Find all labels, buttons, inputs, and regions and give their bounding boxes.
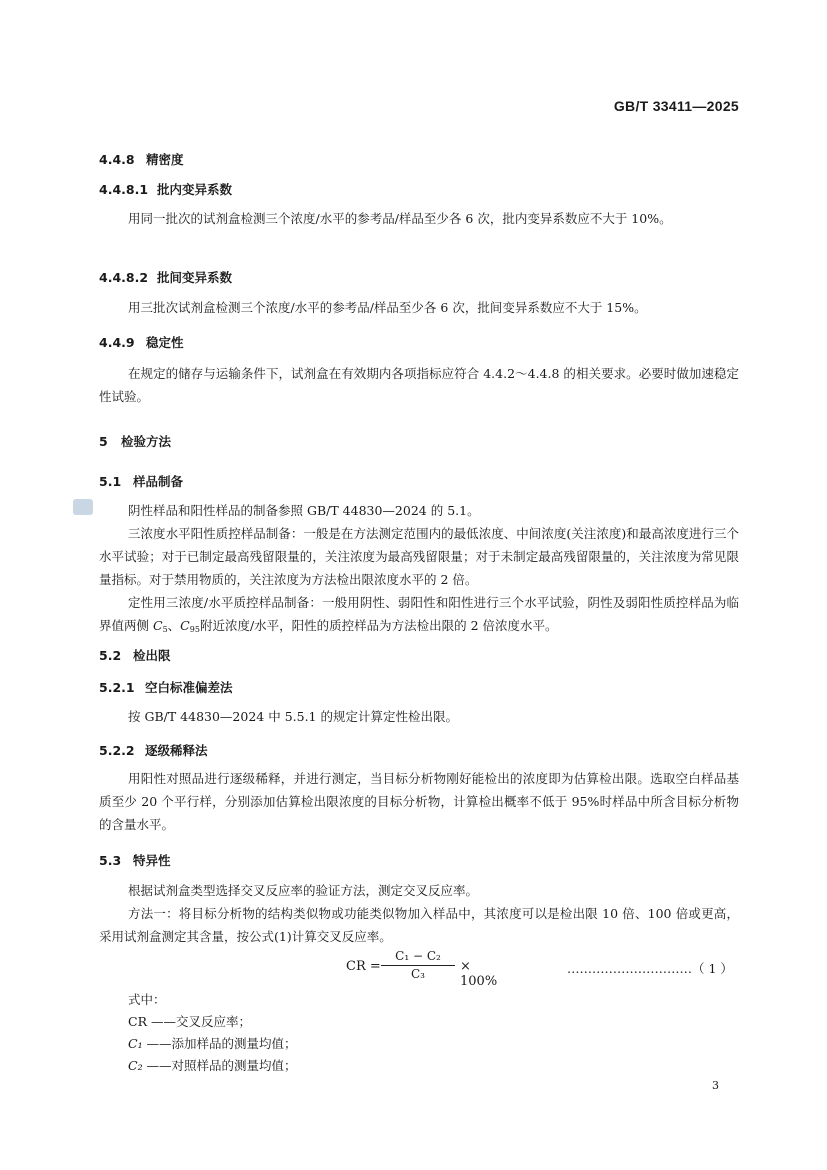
definition-c2 (128, 1056, 297, 1074)
heading-4-4-8-1 (99, 180, 232, 198)
definition-text: ——添加样品的测量均值； (142, 1036, 297, 1051)
heading-5-1 (99, 472, 183, 490)
paragraph-5-2-2: 用阳性对照品进行逐级稀释，并进行测定，当目标分析物刚好能检出的浓度即为估算检出限。选取空白样品基质至少 20 个平行样，分别添加估算检出限浓度的目标分析物，计算检出概率不低于 95%时样品中所含目标分析物的含量水平。 (99, 771, 739, 832)
definition-symbol: CR (128, 1014, 147, 1029)
formula-1 (346, 948, 496, 988)
paragraph-text: 附近浓度/水平，阳性的质控样品为方法检出限的 2 倍浓度水平。 (199, 618, 558, 633)
c-symbol: C (180, 618, 190, 633)
separator: 、 (167, 618, 181, 633)
where-label: 式中： (128, 992, 166, 1007)
standard-code: GB/T 33411—2025 (613, 98, 739, 114)
heading-number: 5.1 (99, 474, 122, 489)
heading-title: 检验方法 (121, 434, 172, 449)
paragraph-5-1-a: 阴性样品和阳性样品的制备参照 GB/T 44830—2024 的 5.1。 (128, 503, 480, 518)
equation-number: …………………………（ 1 ） (567, 961, 733, 976)
heading-number: 4.4.8 (99, 152, 135, 167)
page-number: 3 (712, 1079, 719, 1092)
paragraph-5-2-1: 按 GB/T 44830—2024 中 5.5.1 的规定计算定性检出限。 (128, 709, 458, 724)
heading-title: 样品制备 (133, 474, 184, 489)
heading-number: 5.3 (99, 853, 122, 868)
c-symbol: C (152, 618, 163, 633)
definition-text: ——交叉反应率； (146, 1014, 251, 1029)
heading-number: 4.4.8.1 (99, 182, 149, 197)
heading-number: 5.2.1 (99, 680, 135, 695)
heading-title: 精密度 (146, 152, 184, 167)
heading-title: 检出限 (133, 648, 171, 663)
definition-text: ——对照样品的测量均值； (142, 1058, 297, 1073)
formula-rhs: × 100% (460, 959, 498, 989)
heading-title: 空白标准偏差法 (145, 680, 233, 695)
watermark-stamp (73, 499, 93, 515)
heading-5-2-2 (99, 741, 208, 759)
formula-denominator: C₃ (411, 967, 425, 981)
heading-5-2 (99, 646, 171, 664)
heading-number: 5 (99, 434, 108, 449)
heading-number: 4.4.8.2 (99, 270, 149, 285)
definition-cr (128, 1012, 251, 1030)
formula-fraction (379, 948, 457, 983)
heading-number: 5.2 (99, 648, 122, 663)
definition-c1 (128, 1034, 297, 1052)
heading-5-3 (99, 851, 171, 869)
heading-title: 稳定性 (146, 335, 184, 350)
heading-title: 批间变异系数 (157, 270, 233, 285)
subscript: 95 (189, 625, 200, 634)
heading-title: 批内变异系数 (157, 182, 233, 197)
heading-5-2-1 (99, 678, 233, 696)
heading-number: 5.2.2 (99, 743, 135, 758)
paragraph-4-4-8-2: 用三批次试剂盒检测三个浓度/水平的参考品/样品至少各 6 次，批间变异系数应不大于 15%。 (128, 300, 647, 315)
paragraph-text: 定性用三浓度/水平质控样品制备：一般用阴性、弱阳性和阳性进行三个水平试验，阴性及弱阳性质控样品为临界值两侧 (99, 595, 739, 633)
paragraph-5-3-b: 方法一：将目标分析物的结构类似物或功能类似物加入样品中，其浓度可以是检出限 10 倍、100 倍或更高，采用试剂盒测定其含量，按公式(1)计算交叉反应率。 (99, 906, 739, 944)
heading-4-4-8-2 (99, 268, 232, 286)
paragraph-4-4-9: 在规定的储存与运输条件下，试剂盒在有效期内各项指标应符合 4.4.2～4.4.8 的相关要求。必要时做加速稳定性试验。 (99, 366, 739, 404)
heading-5 (99, 432, 171, 450)
formula-numerator: C₁ − C₂ (395, 949, 441, 963)
paragraph-5-3-a: 根据试剂盒类型选择交叉反应率的验证方法，测定交叉反应率。 (128, 883, 479, 898)
heading-number: 4.4.9 (99, 335, 135, 350)
heading-4-4-9 (99, 333, 184, 351)
paragraph-5-1-b: 三浓度水平阳性质控样品制备：一般是在方法测定范围内的最低浓度、中间浓度(关注浓度)和最高浓度进行三个水平试验；对于已制定最高残留限量的，关注浓度为最高残留限量；对于未制定最高残留限量的，关注浓度为常见限量指标。对于禁用物质的，关注浓度为方法检出限浓度水平的 2 倍。 (99, 526, 739, 587)
paragraph-4-4-8-1: 用同一批次的试剂盒检测三个浓度/水平的参考品/样品至少各 6 次，批内变异系数应不大于 10%。 (128, 211, 672, 226)
paragraph-5-1-c (99, 591, 739, 641)
heading-4-4-8 (99, 150, 184, 168)
definition-symbol: C₁ (128, 1036, 143, 1051)
formula-lhs: CR = (346, 959, 381, 974)
definition-symbol: C₂ (128, 1058, 143, 1073)
heading-title: 逐级稀释法 (145, 743, 208, 758)
subscript: 5 (162, 625, 168, 634)
heading-title: 特异性 (133, 853, 171, 868)
